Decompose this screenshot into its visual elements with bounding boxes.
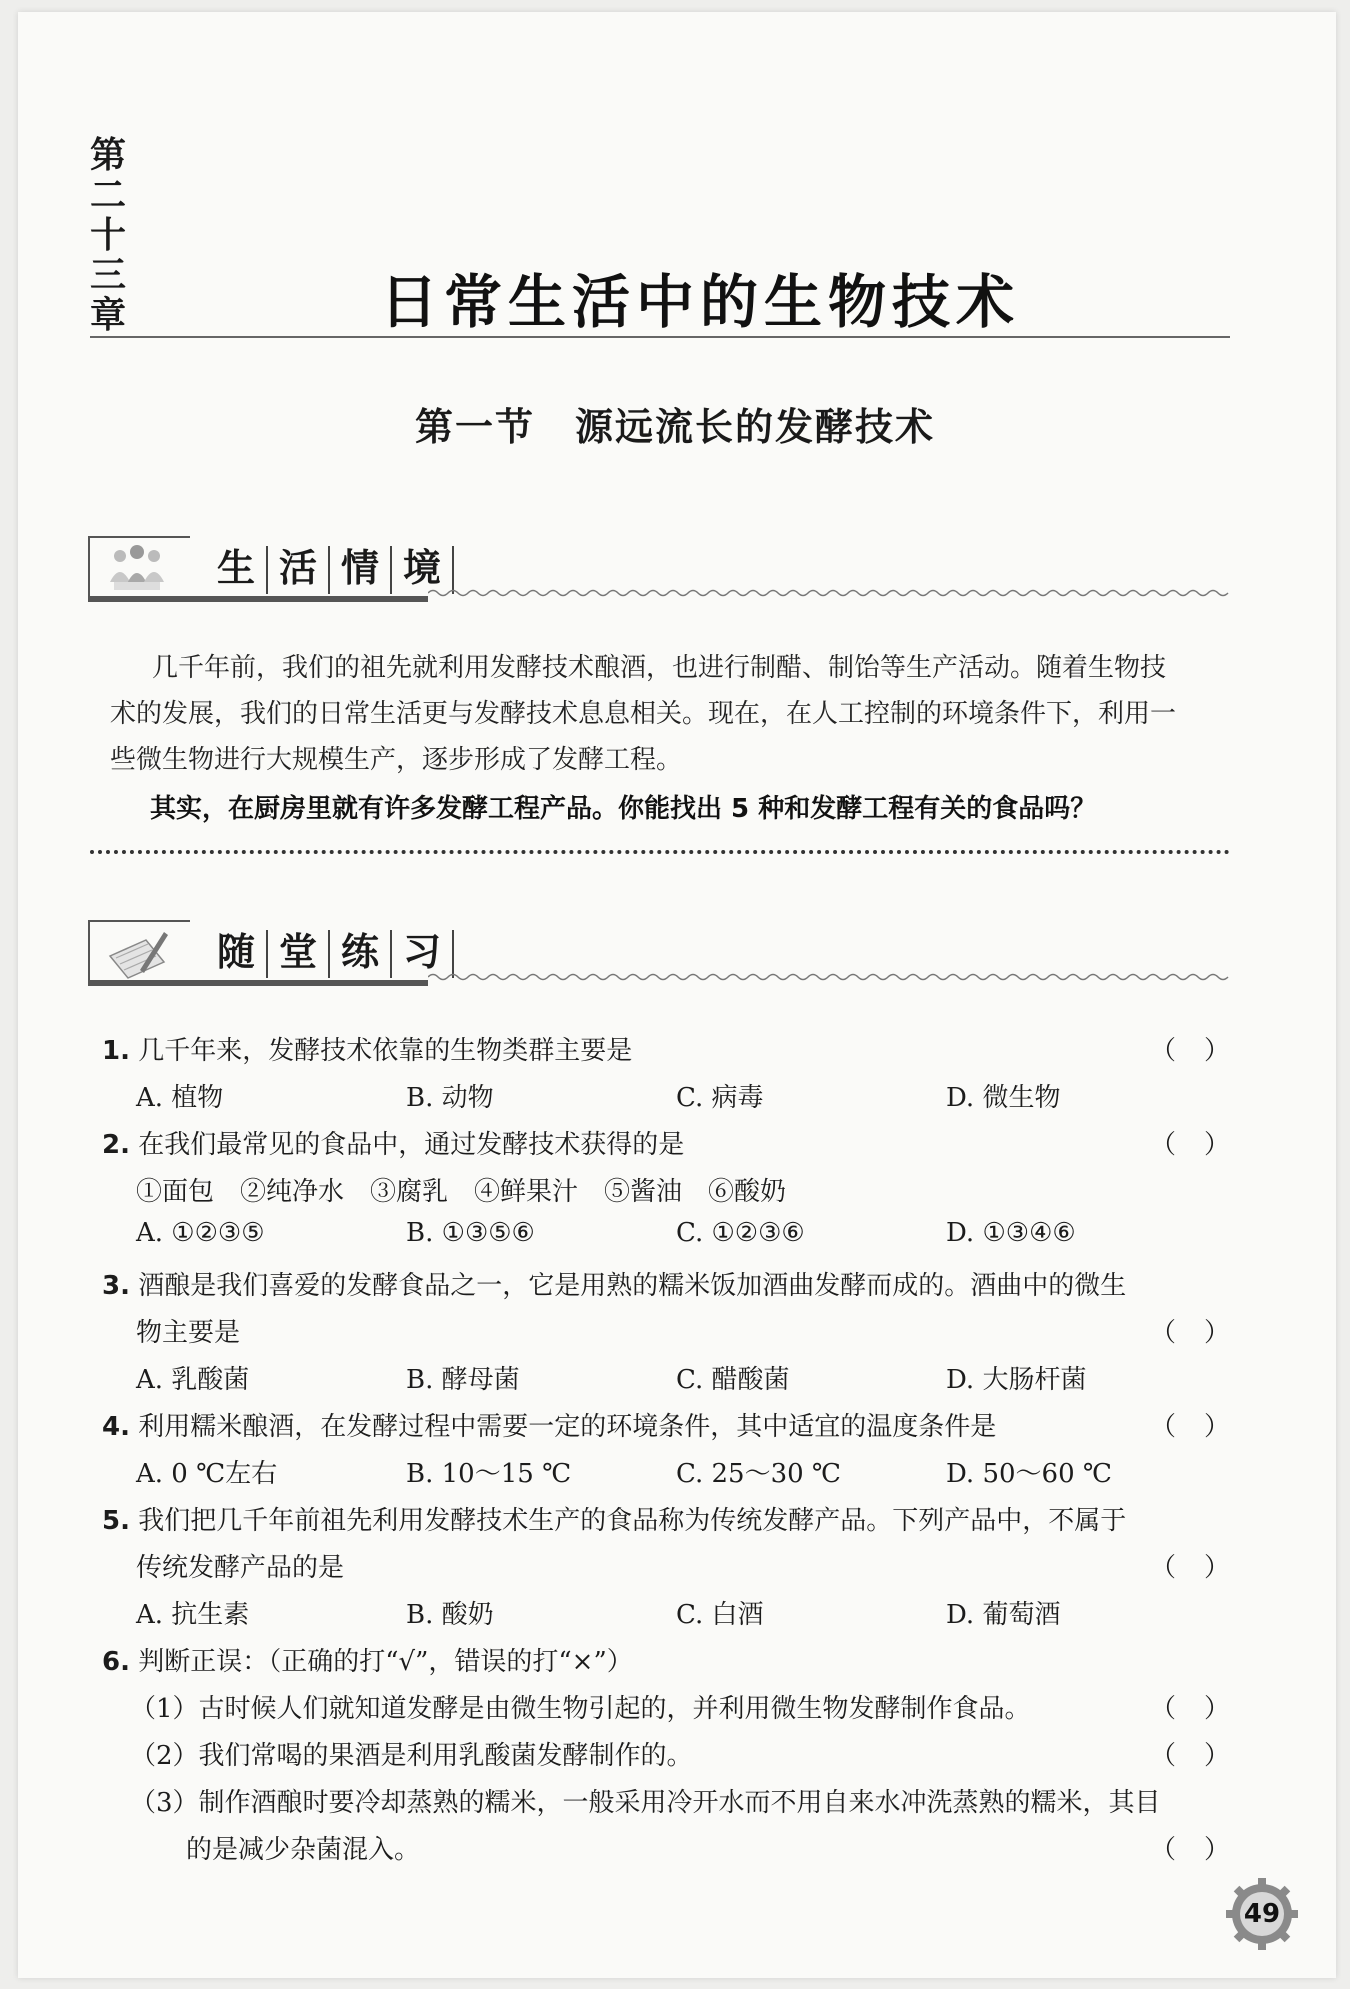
- question-6-sub-3: （3）制作酒酿时要冷却蒸熟的糯米，一般采用冷开水而不用自来水冲洗蒸熟的糯米，其目: [130, 1788, 1161, 1818]
- option-b: B. 10～15 ℃: [406, 1459, 572, 1489]
- answer-blank-5[interactable]: （ ）: [1150, 1553, 1230, 1583]
- life-context-text-2: 术的发展，我们的日常生活更与发酵技术息息相关。现在，在人工控制的环境条件下，利用一: [110, 699, 1177, 729]
- option-a: A. 乳酸菌: [136, 1365, 250, 1395]
- answer-blank-6-2[interactable]: （ ）: [1150, 1741, 1230, 1771]
- option-b: B. 酸奶: [406, 1600, 494, 1630]
- option-b: B. 动物: [406, 1083, 494, 1113]
- question-5-cont: 传统发酵产品的是: [136, 1553, 345, 1583]
- life-context-header: [88, 536, 1230, 606]
- life-context-question: 其实，在厨房里就有许多发酵工程产品。你能找出 5 种和发酵工程有关的食品吗？: [150, 794, 1097, 824]
- section-title: 第一节 源远流长的发酵技术: [414, 404, 935, 449]
- question-4: 4. 利用糯米酿酒，在发酵过程中需要一定的环境条件，其中适宜的温度条件是: [102, 1412, 997, 1442]
- page-number-badge: [1224, 1876, 1300, 1952]
- wavy-rule: [428, 586, 1230, 600]
- notebook-pen-icon: [106, 926, 168, 980]
- option-d: D. ①③④⑥: [946, 1218, 1076, 1248]
- people-icon: [106, 542, 168, 596]
- life-context-text-1: 几千年前，我们的祖先就利用发酵技术酿酒，也进行制醋、制饴等生产活动。随着生物技: [152, 653, 1167, 683]
- question-6-sub-2: （2）我们常喝的果酒是利用乳酸菌发酵制作的。: [130, 1741, 693, 1771]
- question-2: 2. 在我们最常见的食品中，通过发酵技术获得的是: [102, 1130, 685, 1160]
- practice-header: [88, 920, 1230, 990]
- option-d: D. 大肠杆菌: [946, 1365, 1087, 1395]
- option-a: A. 抗生素: [136, 1600, 250, 1630]
- question-3: 3. 酒酿是我们喜爱的发酵食品之一，它是用熟的糯米饭加酒曲发酵而成的。酒曲中的微生: [102, 1271, 1127, 1301]
- chapter-divider: [90, 336, 1230, 338]
- option-a: A. 植物: [136, 1083, 224, 1113]
- question-3-cont: 物主要是: [136, 1318, 241, 1348]
- option-d: D. 微生物: [946, 1083, 1061, 1113]
- life-context-text-3: 些微生物进行大规模生产，逐步形成了发酵工程。: [110, 745, 683, 775]
- page-number: 49: [1243, 1899, 1281, 1929]
- option-d: D. 50～60 ℃: [946, 1459, 1112, 1489]
- option-c: C. 白酒: [676, 1600, 764, 1630]
- option-b: B. 酵母菌: [406, 1365, 520, 1395]
- chapter-number-vertical: 第 二 十 三 章: [89, 134, 126, 336]
- chapter-title: 日常生活中的生物技术: [380, 268, 1021, 336]
- dotted-divider: [90, 850, 1230, 854]
- practice-title: 随 堂 练 习: [206, 930, 454, 978]
- question-5: 5. 我们把几千年前祖先利用发酵技术生产的食品称为传统发酵产品。下列产品中，不属于: [102, 1506, 1127, 1536]
- option-c: C. 25～30 ℃: [676, 1459, 842, 1489]
- header-underline: [88, 980, 428, 986]
- question-2-items: ①面包 ②纯净水 ③腐乳 ④鲜果汁 ⑤酱油 ⑥酸奶: [136, 1177, 787, 1207]
- wavy-rule: [428, 970, 1230, 984]
- answer-blank-2[interactable]: （ ）: [1150, 1130, 1230, 1160]
- header-underline: [88, 596, 428, 602]
- option-c: C. 病毒: [676, 1083, 764, 1113]
- question-6-sub-3-cont: 的是减少杂菌混入。: [186, 1835, 421, 1865]
- option-a: A. 0 ℃左右: [136, 1459, 278, 1489]
- answer-blank-4[interactable]: （ ）: [1150, 1412, 1230, 1442]
- option-c: C. 醋酸菌: [676, 1365, 790, 1395]
- question-6-sub-1: （1）古时候人们就知道发酵是由微生物引起的，并利用微生物发酵制作食品。: [130, 1694, 1031, 1724]
- option-b: B. ①③⑤⑥: [406, 1218, 535, 1248]
- life-context-title: 生 活 情 境: [206, 546, 454, 594]
- question-6: 6. 判断正误：（正确的打“√”，错误的打“×”）: [102, 1647, 633, 1677]
- question-1: 1. 几千年来，发酵技术依靠的生物类群主要是: [102, 1036, 633, 1066]
- answer-blank-6-1[interactable]: （ ）: [1150, 1694, 1230, 1724]
- option-a: A. ①②③⑤: [136, 1218, 265, 1248]
- answer-blank-1[interactable]: （ ）: [1150, 1036, 1230, 1066]
- answer-blank-3[interactable]: （ ）: [1150, 1318, 1230, 1348]
- option-c: C. ①②③⑥: [676, 1218, 805, 1248]
- answer-blank-6-3[interactable]: （ ）: [1150, 1835, 1230, 1865]
- option-d: D. 葡萄酒: [946, 1600, 1061, 1630]
